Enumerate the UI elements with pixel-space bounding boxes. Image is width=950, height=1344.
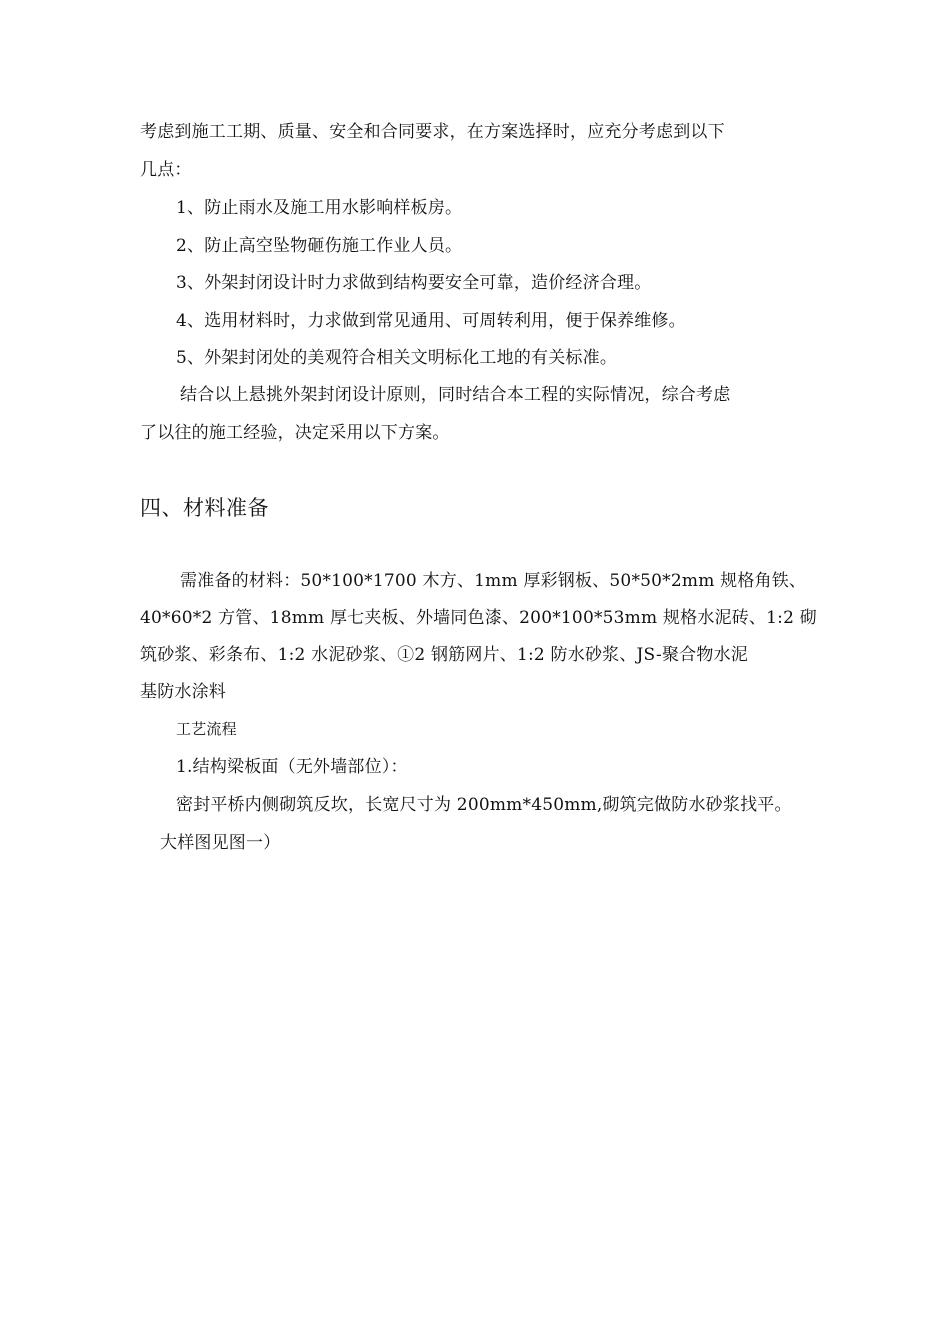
point-3: 3、外架封闭设计时力求做到结构要安全可靠，造价经济合理。 <box>176 273 652 293</box>
step-1-title: 1.结构梁板面（无外墙部位）： <box>176 757 408 777</box>
step-1-description: 密封平桥内侧砌筑反坎，长宽尺寸为 200mm*450mm,砌筑完做防水砂浆找平。 <box>176 795 792 815</box>
conclusion-line-2: 了以往的施工经验，决定采用以下方案。 <box>140 423 450 443</box>
point-1: 1、防止雨水及施工用水影响样板房。 <box>176 198 463 218</box>
process-title: 工艺流程 <box>176 720 237 738</box>
section-heading: 四、材料准备 <box>140 496 269 520</box>
intro-line-1: 考虑到施工工期、质量、安全和合同要求，在方案选择时，应充分考虑到以下 <box>140 122 725 142</box>
materials-line-4: 基防水涂料 <box>140 682 226 702</box>
step-1-reference: 大样图见图一） <box>160 833 281 853</box>
intro-line-2: 几点： <box>140 160 192 180</box>
point-4: 4、选用材料时，力求做到常见通用、可周转利用，便于保养维修。 <box>176 311 686 331</box>
conclusion-line-1: 结合以上悬挑外架封闭设计原则，同时结合本工程的实际情况，综合考虑 <box>180 385 731 405</box>
point-5: 5、外架封闭处的美观符合相关文明标化工地的有关标准。 <box>176 348 618 368</box>
materials-line-2: 40*60*2 方管、18mm 厚七夹板、外墙同色漆、200*100*53mm 规格水泥砖、1:2 砌 <box>140 608 817 628</box>
materials-line-3: 筑砂浆、彩条布、1:2 水泥砂浆、①2 钢筋网片、1:2 防水砂浆、JS-聚合物水泥 <box>140 645 748 665</box>
point-2: 2、防止高空坠物砸伤施工作业人员。 <box>176 236 463 256</box>
materials-line-1: 需准备的材料：50*100*1700 木方、1mm 厚彩钢板、50*50*2mm 规格角铁、 <box>180 571 807 591</box>
